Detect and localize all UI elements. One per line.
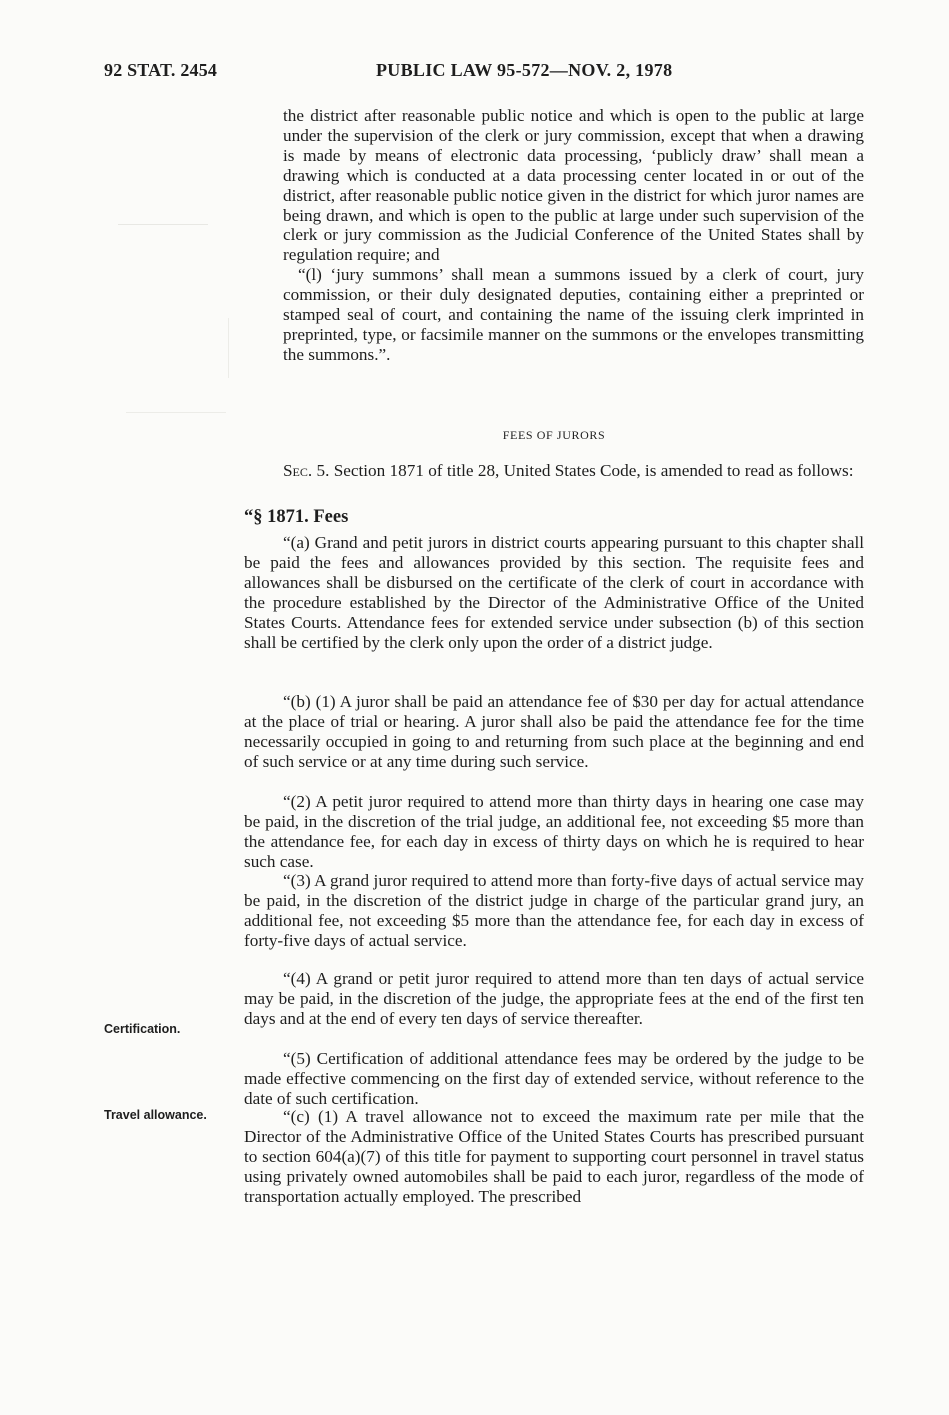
section-5-paragraph (244, 461, 864, 481)
paragraph-b4: “(4) A grand or petit juror required to attend more than ten days of actual service may be paid, in the discretion of the judge, the appropriate fees at the end of the first ten days and at the end of every ten days of service thereafter. (244, 969, 864, 1028)
paragraph-b3: “(3) A grand juror required to attend more than forty-five days of actual service may be paid, in the discretion of the district judge in charge of the particular grand jury, an additional fee, not exceeding $5 more than the attendance fee, for each day in excess of forty-five days of actual service. (244, 871, 864, 950)
paragraph-b5: “(5) Certification of additional attendance fees may be ordered by the judge to be made effective commencing on the first day of extended service, without reference to the date of such certification. (244, 1049, 864, 1108)
margin-note-certification: Certification. (104, 1022, 181, 1036)
bleed-through-mark (126, 398, 226, 413)
paragraph-b1: “(b) (1) A juror shall be paid an attendance fee of $30 per day for actual attendance at the place of trial or hearing. A juror shall also be paid the attendance fee for the time necessarily occupied in going to and returning from such place at the beginning and end of such service or at any time during such service. (244, 692, 864, 771)
law-title-header: PUBLIC LAW 95-572—NOV. 2, 1978 (376, 60, 673, 80)
fees-of-jurors-heading: FEES OF JURORS (502, 428, 606, 442)
paragraph-c1: “(c) (1) A travel allowance not to exceed the maximum rate per mile that the Director of the Administrative Office of the United States Courts has prescribed pursuant to section 604(a)(7) of this title for payment to supporting court personnel in travel status using privately owned automobiles shall be paid to each juror, regardless of the mode of transportation actually employed. The prescribed (244, 1107, 864, 1206)
continuation-paragraph-jury-summons: “(l) ‘jury summons’ shall mean a summons issued by a clerk of court, jury commission, or their duly designated deputies, containing either a preprinted or stamped seal of court, and containing the name of the issuing clerk imprinted in preprinted, type, or facsimile manner on the summons or the envelopes transmitting the summons.”. (283, 265, 864, 364)
sec-label: Sec. (283, 461, 313, 480)
section-1871-heading: “§ 1871. Fees (244, 507, 349, 527)
paragraph-a: “(a) Grand and petit jurors in district courts appearing pursuant to this chapter shall be paid the fees and allowances provided by this section. The requisite fees and allowances shall be disbursed on the certificate of the clerk of court in accordance with the procedure established by the Director of the Administrative Office of the United States Courts. Attendance fees for extended service under subsection (b) of this section shall be certified by the clerk only upon the order of a district judge. (244, 533, 864, 652)
continuation-paragraph-publicly-draw: the district after reasonable public notice and which is open to the public at large under the supervision of the clerk or jury commission, except that when a drawing is made by means of electronic data processing, ‘publicly draw’ shall mean a drawing which is conducted at a data processing center located in or out of the district, after reasonable public notice given in the district for which juror names are being drawn, and which is open to the public at large under such supervision of the clerk or jury commission as the Judicial Conference of the United States shall by regulation require; and (283, 106, 864, 265)
paragraph-b2: “(2) A petit juror required to attend more than thirty days in hearing one case may be paid, in the discretion of the trial judge, an additional fee, not exceeding $5 more than the attendance fee, for each day in excess of thirty days on which he is required to hear such case. (244, 792, 864, 871)
section-5-text: 5. Section 1871 of title 28, United States Code, is amended to read as follows: (312, 461, 854, 480)
continuation-block (283, 106, 864, 365)
margin-note-travel-allowance: Travel allowance. (104, 1108, 207, 1122)
stat-page-number: 92 STAT. 2454 (104, 60, 218, 80)
bleed-through-mark (118, 210, 208, 225)
bleed-through-mark (188, 318, 229, 378)
